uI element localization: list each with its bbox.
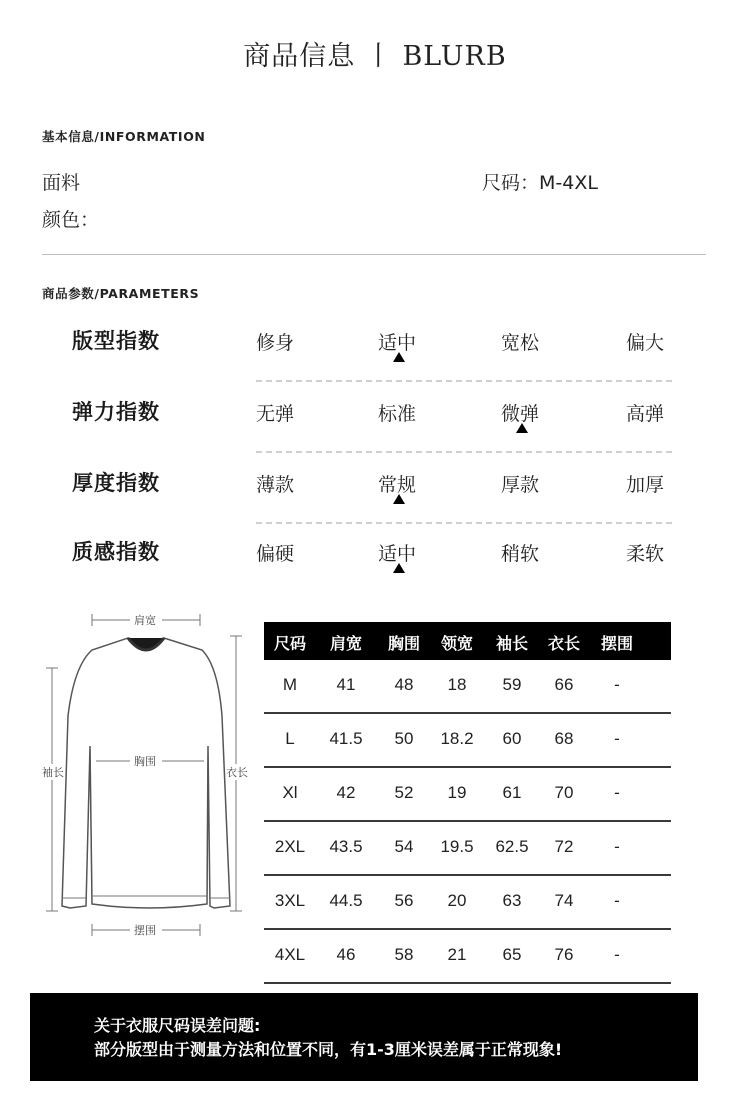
shoulder-width-label: 肩宽 — [134, 614, 156, 627]
parameter-title: 弹力指数 — [72, 400, 160, 424]
table-row — [264, 876, 671, 930]
table-cell: 50 — [394, 729, 414, 748]
table-cell: 41.5 — [329, 729, 363, 748]
selected-marker-icon — [393, 494, 405, 504]
table-cell: 76 — [554, 945, 574, 964]
parameter-option: 标准 — [378, 403, 417, 425]
parameters-section-label: 商品参数/PARAMETERS — [42, 286, 200, 301]
table-cell: 65 — [502, 945, 522, 964]
table-cell: 41 — [336, 675, 356, 694]
color-label: 颜色： — [42, 209, 100, 231]
table-cell: 60 — [502, 729, 522, 748]
table-cell: 68 — [554, 729, 574, 748]
size-table-body — [264, 660, 671, 984]
info-section-label: 基本信息/INFORMATION — [42, 129, 206, 144]
table-row — [264, 660, 671, 714]
parameter-option: 宽松 — [501, 332, 540, 354]
parameter-title: 版型指数 — [72, 329, 160, 353]
table-cell: 56 — [394, 891, 414, 910]
parameter-option: 高弹 — [626, 403, 665, 425]
table-header-cell: 胸围 — [387, 634, 420, 653]
sleeve-length-label: 袖长 — [42, 766, 64, 779]
table-row — [264, 714, 671, 768]
parameter-option: 柔软 — [626, 543, 665, 565]
parameter-option: 常规 — [378, 474, 417, 496]
hem-label: 摆围 — [134, 924, 156, 937]
table-cell: 43.5 — [329, 837, 363, 856]
table-cell: M — [282, 675, 298, 694]
size-table-header — [264, 622, 671, 660]
table-cell: 63 — [502, 891, 522, 910]
parameter-option: 适中 — [378, 543, 417, 565]
row-divider — [256, 522, 672, 524]
garment-diagram — [40, 606, 255, 946]
fabric-label: 面料 — [42, 172, 81, 194]
table-header-cell: 肩宽 — [329, 634, 362, 653]
parameter-option: 稍软 — [501, 543, 540, 565]
table-cell: 58 — [394, 945, 414, 964]
table-cell: 18 — [447, 675, 467, 694]
table-cell: 42 — [336, 783, 356, 802]
parameter-option: 适中 — [378, 332, 417, 354]
table-cell: 62.5 — [495, 837, 529, 856]
body-length-label: 衣长 — [226, 766, 248, 779]
table-cell: - — [614, 729, 620, 748]
table-cell: 20 — [447, 891, 467, 910]
size-range-label: 尺码：M-4XL — [482, 172, 598, 194]
table-header-cell: 尺码 — [273, 634, 306, 653]
section-divider — [42, 254, 706, 255]
parameter-option: 偏大 — [626, 332, 665, 354]
chest-label: 胸围 — [134, 755, 156, 768]
table-cell: 48 — [394, 675, 414, 694]
table-cell: 19 — [447, 783, 467, 802]
table-cell: 70 — [554, 783, 574, 802]
table-cell: 46 — [336, 945, 356, 964]
table-cell: 4XL — [274, 945, 306, 964]
table-cell: - — [614, 837, 620, 856]
parameter-option: 无弹 — [256, 403, 295, 425]
table-cell: 52 — [394, 783, 414, 802]
size-error-notice — [30, 993, 698, 1081]
page-title: 商品信息 丨 BLURB — [243, 41, 507, 72]
row-divider — [256, 451, 672, 453]
parameter-option: 偏硬 — [256, 543, 295, 565]
size-table — [264, 622, 671, 984]
parameter-option: 微弹 — [501, 403, 540, 425]
selected-marker-icon — [393, 352, 405, 362]
notice-title: 关于衣服尺码误差问题: — [94, 1016, 261, 1035]
parameter-option: 薄款 — [256, 474, 295, 496]
table-header-cell: 摆围 — [600, 634, 633, 653]
table-cell: L — [285, 729, 295, 748]
table-cell: 2XL — [274, 837, 306, 856]
table-header-cell: 袖长 — [495, 634, 528, 653]
table-cell: 19.5 — [440, 837, 474, 856]
table-cell: 61 — [502, 783, 522, 802]
parameter-title: 厚度指数 — [72, 471, 160, 495]
selected-marker-icon — [516, 423, 528, 433]
parameter-option: 厚款 — [501, 474, 540, 496]
parameter-title: 质感指数 — [72, 540, 160, 564]
table-cell: 18.2 — [440, 729, 474, 748]
table-row — [264, 768, 671, 822]
table-cell: 44.5 — [329, 891, 363, 910]
table-cell: 74 — [554, 891, 574, 910]
table-cell: 59 — [502, 675, 522, 694]
parameter-option: 加厚 — [626, 474, 665, 496]
table-cell: - — [614, 675, 620, 694]
table-header-cell: 领宽 — [440, 634, 473, 653]
table-cell: - — [614, 783, 620, 802]
table-cell: 54 — [394, 837, 414, 856]
table-cell: 66 — [554, 675, 574, 694]
table-cell: - — [614, 945, 620, 964]
selected-marker-icon — [393, 563, 405, 573]
table-cell: - — [614, 891, 620, 910]
parameter-option: 修身 — [256, 332, 295, 354]
table-cell: Xl — [282, 783, 298, 802]
table-cell: 72 — [554, 837, 574, 856]
table-row — [264, 930, 671, 984]
table-cell: 21 — [447, 945, 467, 964]
row-divider — [256, 380, 672, 382]
notice-body: 部分版型由于测量方法和位置不同，有1-3厘米误差属于正常现象! — [94, 1040, 563, 1059]
table-cell: 3XL — [274, 891, 306, 910]
table-row — [264, 822, 671, 876]
sweater-outline-illustration — [40, 606, 255, 946]
table-header-cell: 衣长 — [547, 634, 580, 653]
